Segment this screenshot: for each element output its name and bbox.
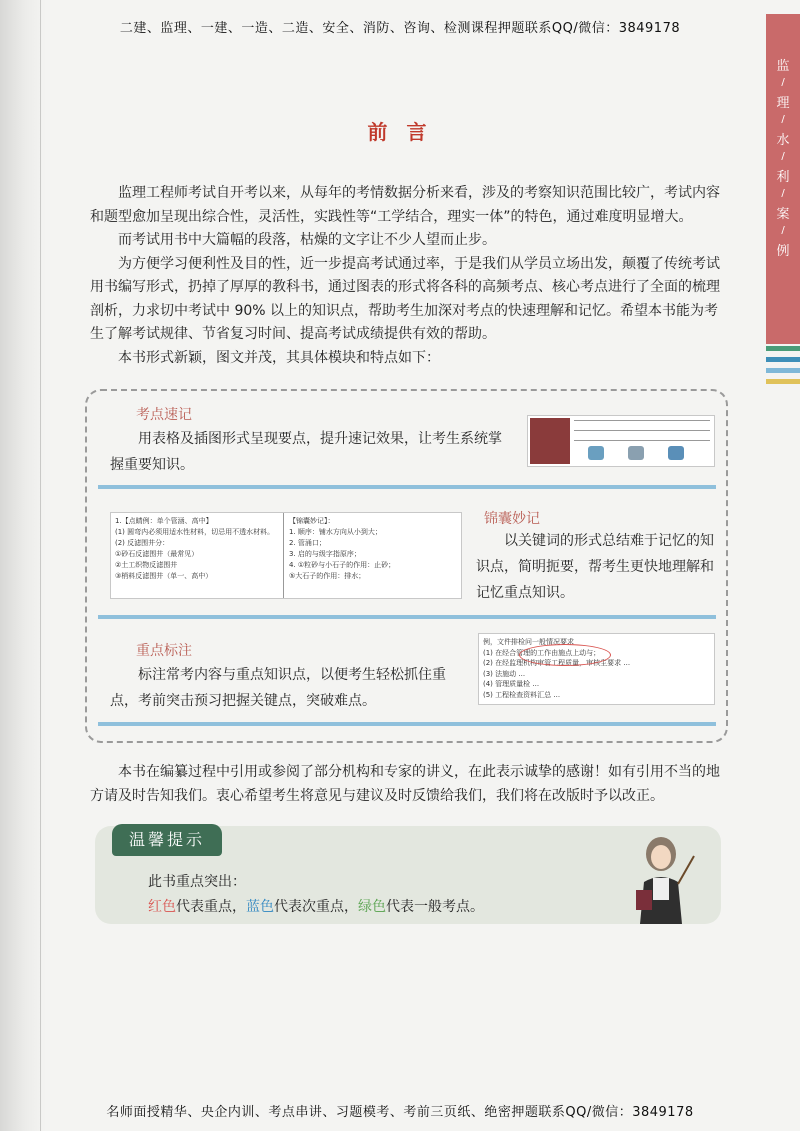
tip-line-legend: 红色代表重点，蓝色代表次重点，绿色代表一般考点。	[148, 899, 484, 915]
section-divider	[98, 485, 716, 489]
section-divider	[98, 722, 716, 726]
stripe	[766, 357, 800, 362]
legend-red: 红色	[148, 899, 176, 915]
thumbnail-figure	[588, 446, 604, 460]
tip-label: 温馨提示	[112, 824, 222, 856]
stripe	[766, 368, 800, 373]
module-body-zhongdian: 标注常考内容与重点知识点，以便考生轻松抓住重点，考前突击预习把握关键点，突破难点。	[110, 667, 446, 709]
side-tab-char: 案	[776, 207, 790, 222]
stripe	[766, 346, 800, 351]
intro-paragraph: 为方便学习便利性及目的性，近一步提高考试通过率，于是我们从学员立场出发，颠覆了传统考试用书编写形式，扔掉了厚厚的教科书，通过图表的形式将各科的高频考点、核心考点进行了全面的梳理剖析，力求切中考试中 90% 以上的知识点，帮助考生加深对考点的快速理解和记忆。希望本书能为考生了解考试规律、节省复习时间、提高考试成绩提供有效的帮助。	[90, 255, 720, 342]
thumbnail-marked-image: 例，文件排检问一般情况要求 (1) 在经合管理的工作由施点上动与； (2) 在经监理机构审管工程质量，审核生要求 ... (3) 法施动 ... (4) 管理质量检 ... (5) 工程检查资料汇总 ...	[478, 633, 715, 705]
thumbnail-notes-image: 1.【点睛例：单个管涵、高中】 (1) 圆弯内必须用适水性材料，切忌用不透水材料。 (2) 反滤围井分： ①砂石反滤围井（最常见） ②土工织物反滤围井 ③梢料反滤围井（单一、高中） 【锦囊妙记】： 1. 顺序：铺水方向从小到大； 2. 管涌口； 3. 启的与级字指原序； 4. ①粒砂与小石子的作用：止砂； ⑤大石子的作用：排水；	[110, 512, 462, 599]
legend-green: 绿色	[358, 899, 386, 915]
outro-text: 本书在编纂过程中引用或参阅了部分机构和专家的讲义，在此表示诚挚的感谢！如有引用不当的地方请及时告知我们。衷心希望考生将意见与建议及时反馈给我们，我们将在改版时予以改正。	[90, 764, 720, 804]
module-title-jinnang: 锦囊妙记	[484, 511, 540, 527]
module-title-zhongdian: 重点标注	[136, 643, 192, 659]
thumbnail-figure	[628, 446, 644, 460]
stripe	[766, 379, 800, 384]
footer-ad-text: 名师面授精华、央企内训、考点串讲、习题模考、考前三页纸、绝密押题联系QQ/微信：3849178	[106, 1105, 694, 1120]
side-tab-char: 监	[776, 59, 790, 74]
header-ad-text: 二建、监理、一建、一造、二造、安全、消防、咨询、检测课程押题联系QQ/微信：3849178	[119, 21, 681, 36]
legend-blue: 蓝色	[246, 899, 274, 915]
tip-line-intro: 此书重点突出：	[148, 874, 246, 890]
module-title-kaodian: 考点速记	[136, 407, 192, 423]
side-tab-char: 水	[776, 133, 790, 148]
side-color-stripes	[766, 346, 800, 390]
module-body-kaodian: 用表格及插图形式呈现要点，提升速记效果，让考生系统掌握重要知识。	[110, 431, 502, 473]
side-tab-char: 利	[776, 170, 790, 185]
intro-paragraph: 本书形式新颖，图文并茂，其具体模块和特点如下：	[118, 349, 440, 366]
module-body-jinnang: 以关键词的形式总结难于记忆的知识点，简明扼要，帮考生更快地理解和记忆重点知识。	[476, 533, 714, 601]
section-divider	[98, 615, 716, 619]
intro-text	[90, 182, 722, 370]
page-title: 前 言	[367, 120, 433, 144]
intro-paragraph: 而考试用书中大篇幅的段落，枯燥的文字让不少人望而止步。	[118, 232, 496, 248]
thumbnail-photo	[530, 418, 570, 464]
thumbnail-table-image	[527, 415, 715, 467]
teacher-illustration	[626, 832, 696, 924]
red-circle-mark	[519, 644, 611, 666]
side-tab-char: 理	[776, 96, 790, 111]
intro-paragraph: 监理工程师考试自开考以来，从每年的考情数据分析来看，涉及的考察知识范围比较广，考试内容和题型愈加呈现出综合性，灵活性，实践性等“工学结合，理实一体”的特色，通过难度明显增大。	[90, 185, 720, 225]
thumbnail-figure	[668, 446, 684, 460]
side-chapter-tab: 监 / 理 / 水 / 利 / 案 / 例	[766, 14, 800, 344]
page-binding-shadow	[0, 0, 46, 1131]
side-tab-char: 例	[776, 244, 790, 259]
